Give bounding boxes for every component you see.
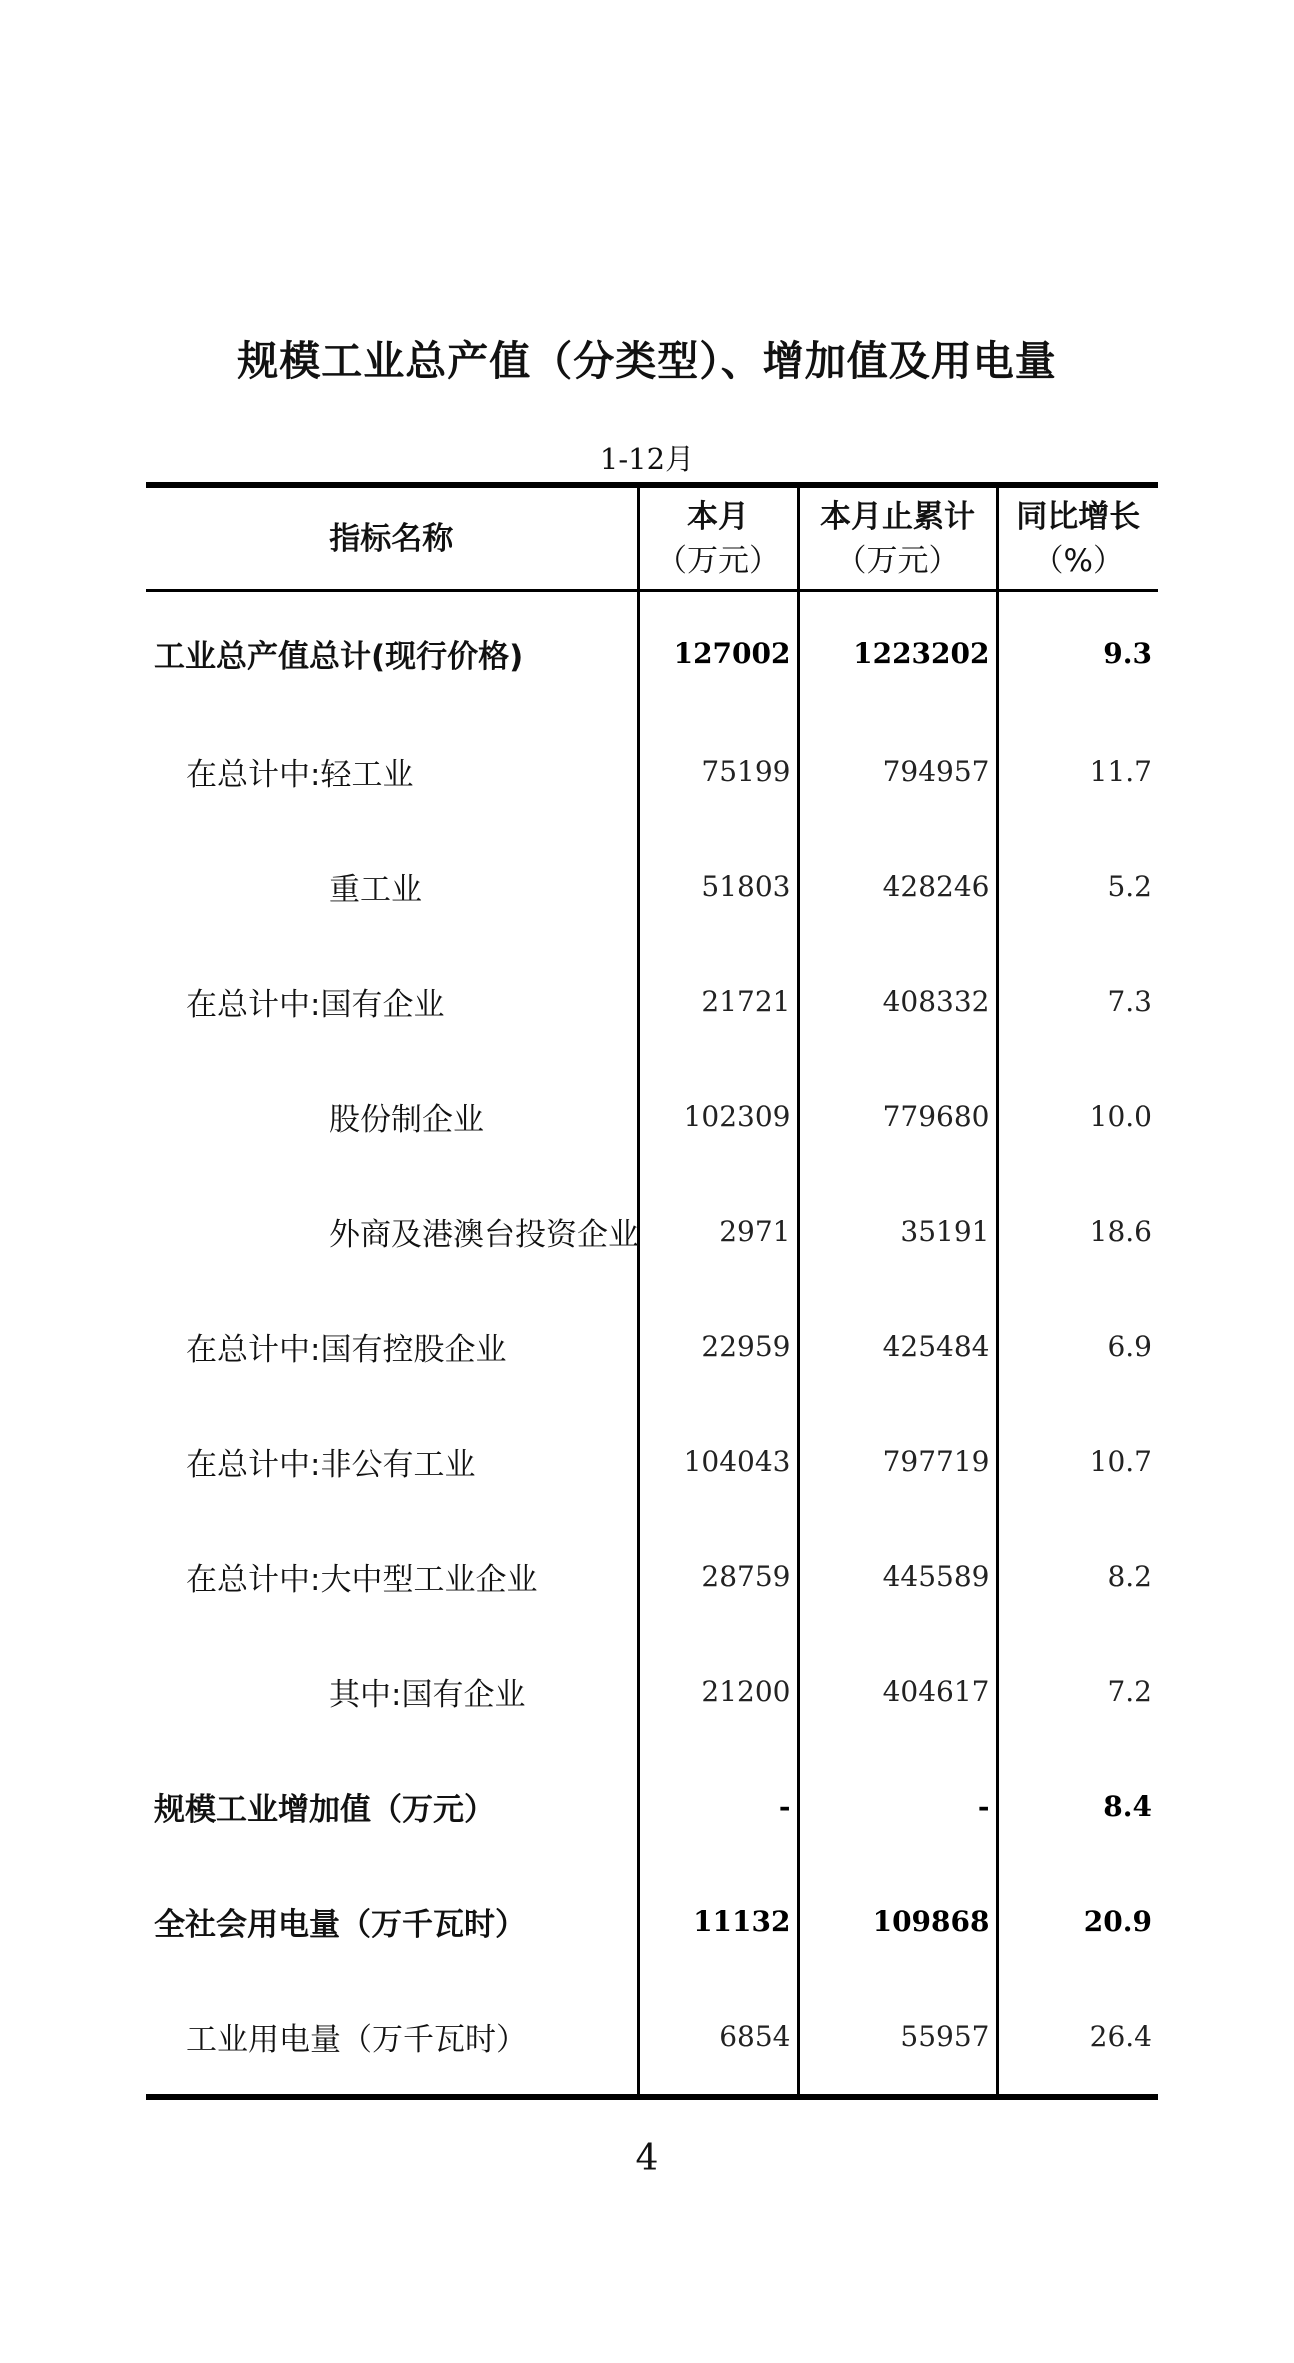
header-cumulative-label: 本月止累计: [820, 498, 975, 535]
row-cumulative-value: 1223202: [798, 591, 997, 715]
row-cumulative-value: 794957: [798, 714, 997, 829]
row-cumulative-value: 404617: [798, 1634, 997, 1749]
row-name: 在总计中:国有控股企业: [186, 1332, 507, 1368]
row-yoy-value: 5.2: [997, 829, 1158, 944]
header-cumulative-unit: （万元）: [835, 542, 960, 579]
row-month-value: 75199: [638, 714, 798, 829]
row-cumulative-value: 35191: [798, 1174, 997, 1289]
row-name: 在总计中:非公有工业: [186, 1447, 476, 1483]
row-cumulative-value: 425484: [798, 1289, 997, 1404]
row-month-value: 102309: [638, 1059, 798, 1174]
table-row: [146, 1404, 1158, 1519]
row-yoy-value: 7.3: [997, 944, 1158, 1059]
row-yoy-value: 26.4: [997, 1979, 1158, 2097]
table-row: [146, 944, 1158, 1059]
table-row: [146, 1634, 1158, 1749]
row-yoy-value: 8.2: [997, 1519, 1158, 1634]
row-month-value: 104043: [638, 1404, 798, 1519]
row-month-value: 22959: [638, 1289, 798, 1404]
page-number: 4: [635, 2138, 659, 2179]
row-yoy-value: 10.0: [997, 1059, 1158, 1174]
row-yoy-value: 20.9: [997, 1864, 1158, 1979]
row-cumulative-value: -: [798, 1749, 997, 1864]
row-month-value: 6854: [638, 1979, 798, 2097]
row-month-value: 21200: [638, 1634, 798, 1749]
header-month: [638, 485, 798, 591]
row-yoy-value: 10.7: [997, 1404, 1158, 1519]
row-month-value: 21721: [638, 944, 798, 1059]
row-yoy-value: 7.2: [997, 1634, 1158, 1749]
statistics-table: [146, 482, 1158, 2100]
row-cumulative-value: 445589: [798, 1519, 997, 1634]
row-month-value: 11132: [638, 1864, 798, 1979]
table-row: [146, 1864, 1158, 1979]
row-name: 全社会用电量（万千瓦时）: [154, 1907, 526, 1943]
row-month-value: -: [638, 1749, 798, 1864]
table-row: [146, 1519, 1158, 1634]
table-row: [146, 1289, 1158, 1404]
row-name: 在总计中:轻工业: [186, 757, 414, 793]
row-cumulative-value: 109868: [798, 1864, 997, 1979]
header-month-unit: （万元）: [656, 542, 780, 579]
row-name: 在总计中:国有企业: [186, 987, 445, 1023]
table-row: [146, 591, 1158, 715]
row-name: 工业用电量（万千瓦时）: [146, 1979, 638, 2097]
header-yoy-label: 同比增长: [1016, 498, 1141, 535]
header-indicator-name: [146, 485, 638, 591]
header-indicator-name-label: 指标名称: [329, 520, 454, 557]
table-row: [146, 829, 1158, 944]
row-name: 外商及港澳台投资企业: [329, 1217, 639, 1253]
row-yoy-value: 6.9: [997, 1289, 1158, 1404]
table-row: [146, 1059, 1158, 1174]
header-yoy: [997, 485, 1158, 591]
header-month-label: 本月: [687, 498, 749, 535]
header-cumulative: [798, 485, 997, 591]
row-yoy-value: 11.7: [997, 714, 1158, 829]
table-row: [146, 1174, 1158, 1289]
row-name: 规模工业增加值（万元）: [154, 1792, 495, 1828]
period-label: 1-12月: [599, 442, 695, 476]
row-yoy-value: 18.6: [997, 1174, 1158, 1289]
row-cumulative-value: 779680: [798, 1059, 997, 1174]
row-month-value: 127002: [638, 591, 798, 715]
row-month-value: 28759: [638, 1519, 798, 1634]
row-name: 股份制企业: [329, 1102, 484, 1138]
row-cumulative-value: 408332: [798, 944, 997, 1059]
row-name: 其中:国有企业: [329, 1677, 526, 1713]
table-row: [146, 1979, 1158, 2097]
row-cumulative-value: 55957: [798, 1979, 997, 2097]
table-header-row: [146, 485, 1158, 591]
page-title: 规模工业总产值（分类型）、增加值及用电量: [237, 337, 1057, 385]
row-month-value: 2971: [638, 1174, 798, 1289]
row-month-value: 51803: [638, 829, 798, 944]
row-cumulative-value: 797719: [798, 1404, 997, 1519]
row-yoy-value: 8.4: [997, 1749, 1158, 1864]
table-row: [146, 714, 1158, 829]
row-name: 工业总产值总计(现行价格): [154, 638, 524, 675]
row-name: 重工业: [329, 872, 422, 908]
row-yoy-value: 9.3: [997, 591, 1158, 715]
table-row: [146, 1749, 1158, 1864]
row-name: 在总计中:大中型工业企业: [186, 1562, 538, 1598]
header-yoy-unit: （%）: [1032, 542, 1124, 579]
row-cumulative-value: 428246: [798, 829, 997, 944]
